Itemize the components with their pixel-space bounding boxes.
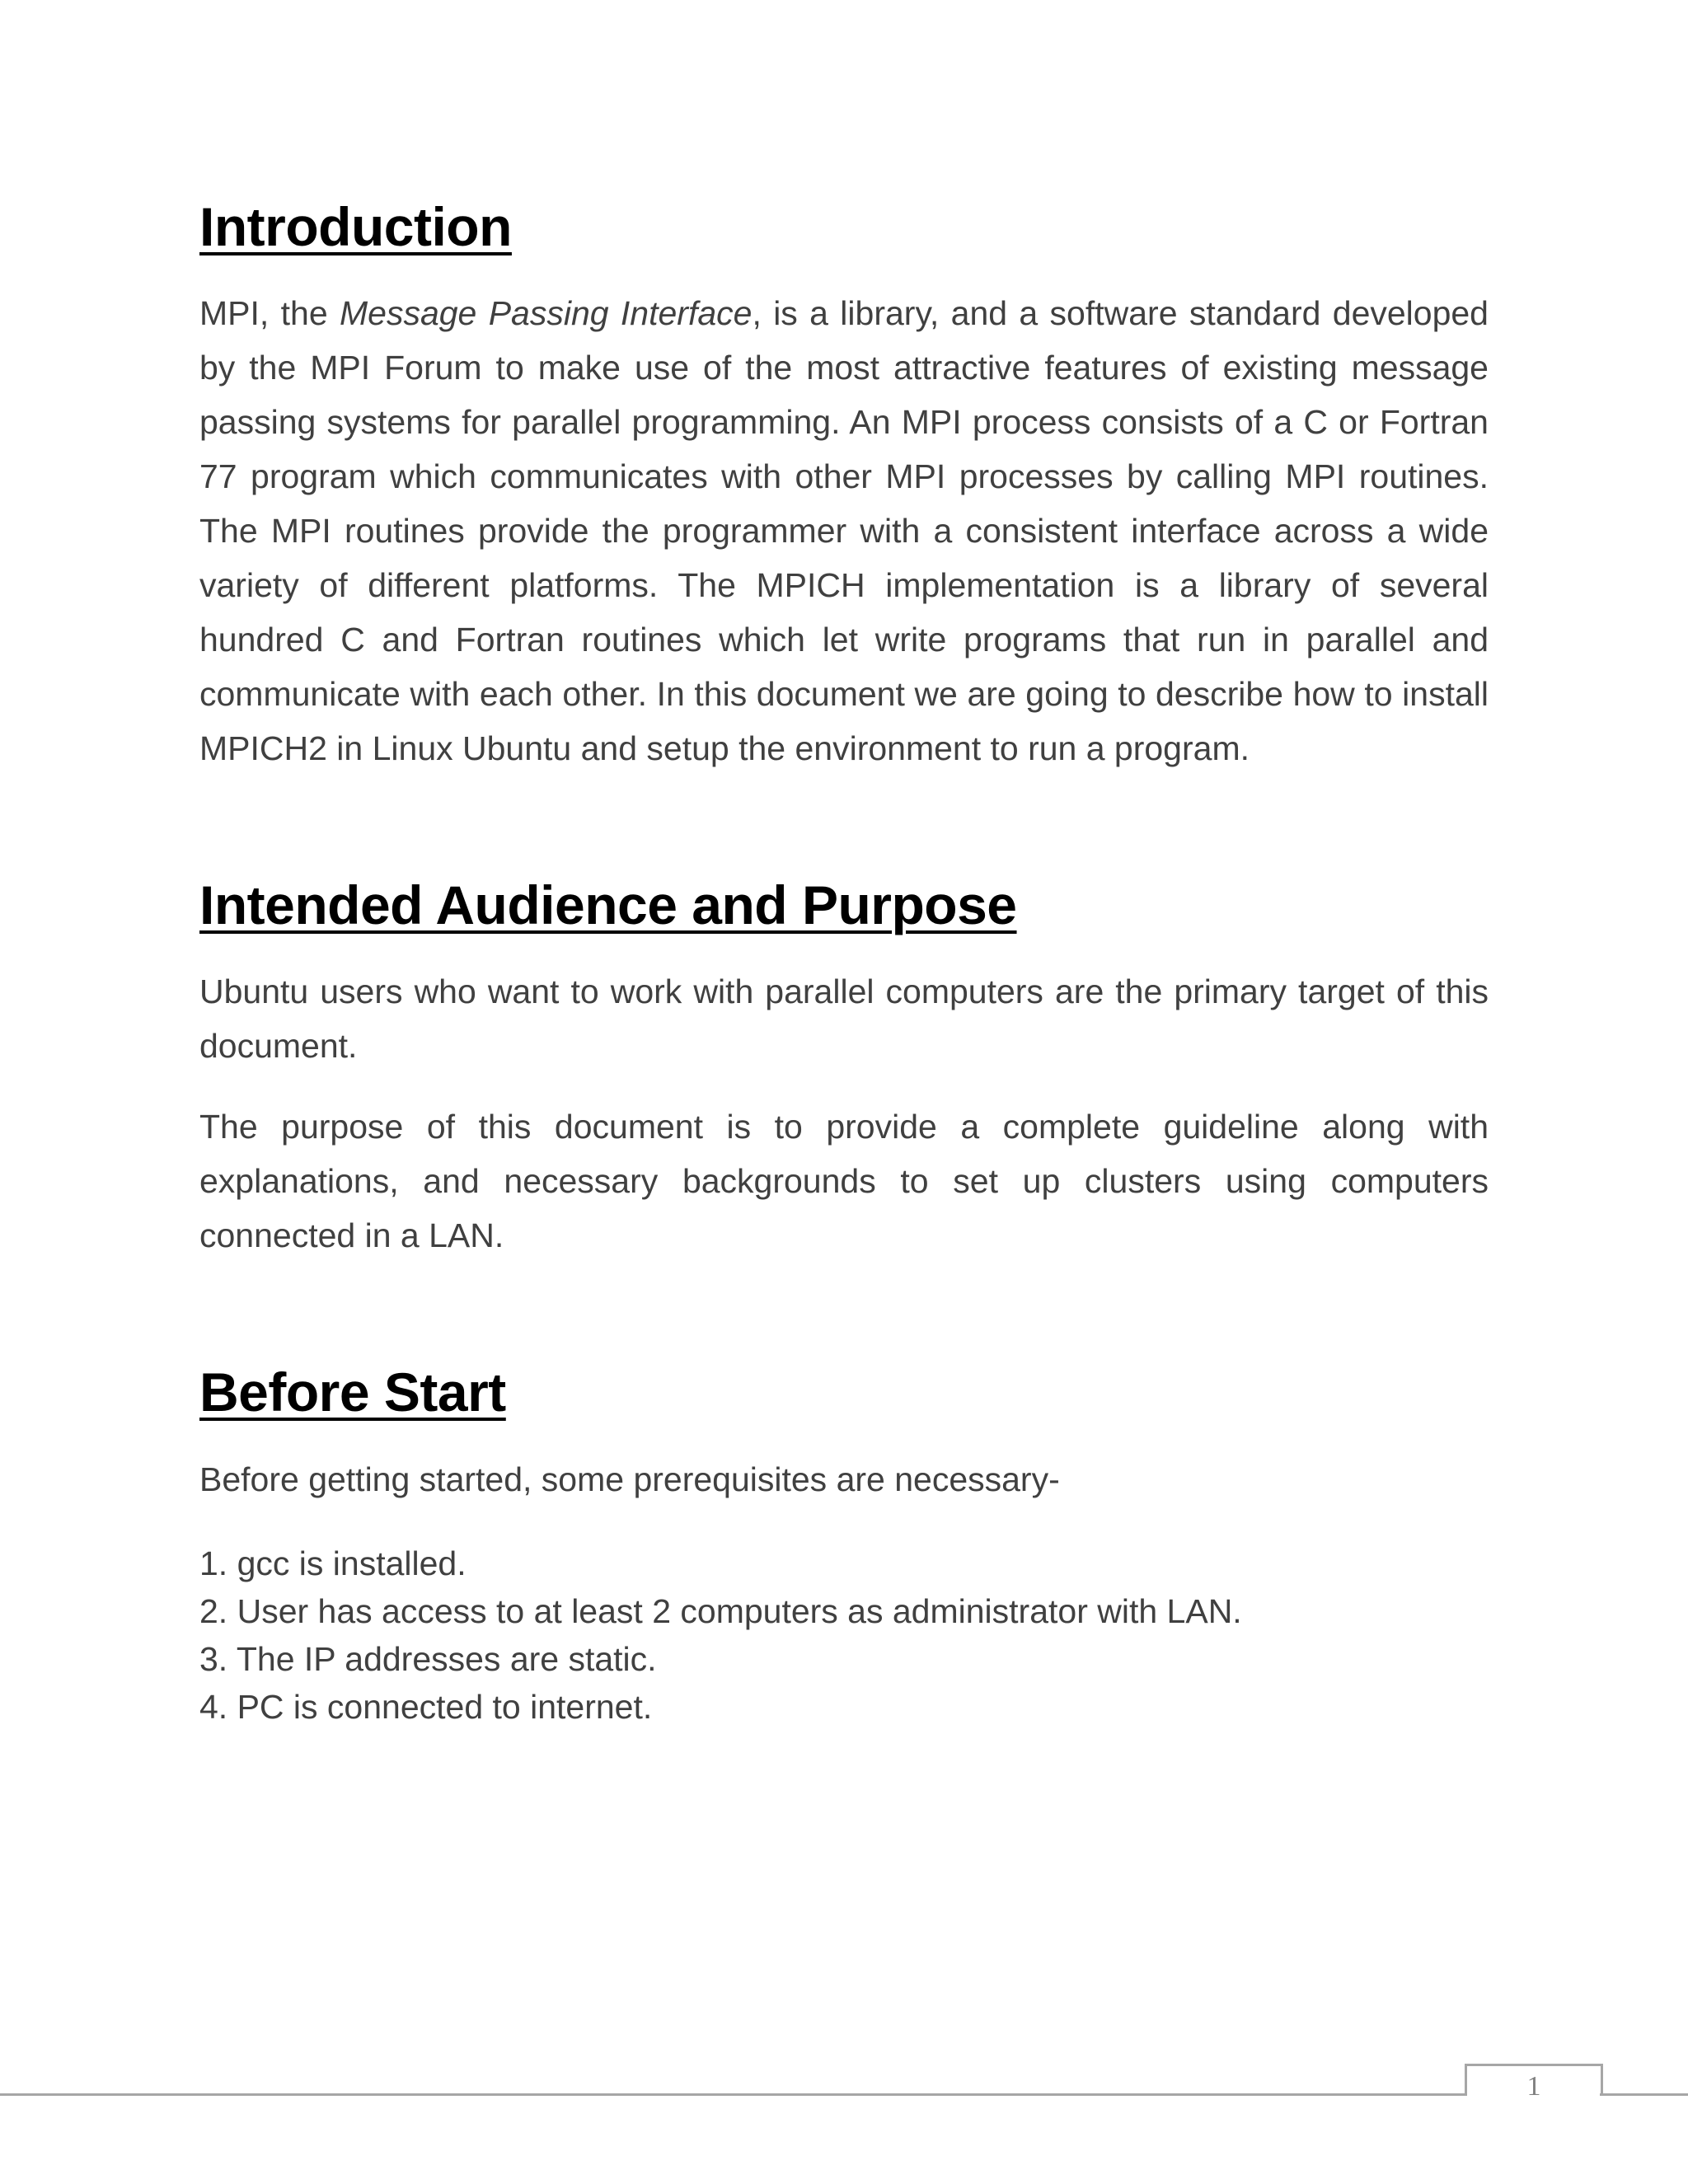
page-content <box>199 194 1489 1731</box>
footer-rule-right <box>1600 2093 1688 2096</box>
audience-heading: Intended Audience and Purpose <box>199 874 1017 936</box>
introduction-paragraph-rest: , is a library, and a software standard developed by the MPI Forum to make use of the most attractive features of existing message passing systems for parallel programming. An MPI process consists of a C or Fortran 77 program which communicates with other MPI processes by calling MPI routines. The MPI routines provide the programmer with a consistent interface across a wide variety of different platforms. The MPICH implementation is a library of several hundred C and Fortran routines which let write programs that run in parallel and communicate with each other. In this document we are going to describe how to install MPICH2 in Linux Ubuntu and setup the environment to run a program. <box>199 294 1489 768</box>
list-item: 2. User has access to at least 2 computers as administrator with LAN. <box>199 1591 1242 1630</box>
audience-paragraph-1: Ubuntu users who want to work with parallel computers are the primary target of this document. <box>199 972 1489 1066</box>
list-item: 4. PC is connected to internet. <box>199 1687 653 1726</box>
before-start-intro: Before getting started, some prerequisites are necessary- <box>199 1460 1060 1498</box>
list-item: 1. gcc is installed. <box>199 1544 467 1582</box>
footer-rule-left <box>0 2093 1466 2096</box>
page-number: 1 <box>1526 2071 1541 2102</box>
introduction-paragraph-start: MPI, the <box>199 294 340 333</box>
list-item: 3. The IP addresses are static. <box>199 1639 657 1678</box>
introduction-paragraph-italic: Message Passing Interface <box>339 294 753 333</box>
before-start-heading: Before Start <box>199 1361 506 1423</box>
introduction-heading: Introduction <box>199 196 512 257</box>
prerequisites-list <box>199 1540 1489 1731</box>
introduction-paragraph <box>199 286 1489 776</box>
audience-paragraph-2: The purpose of this document is to provide a complete guideline along with explanations, and necessary backgrounds to set up clusters using computers connected in a LAN. <box>199 1108 1489 1255</box>
